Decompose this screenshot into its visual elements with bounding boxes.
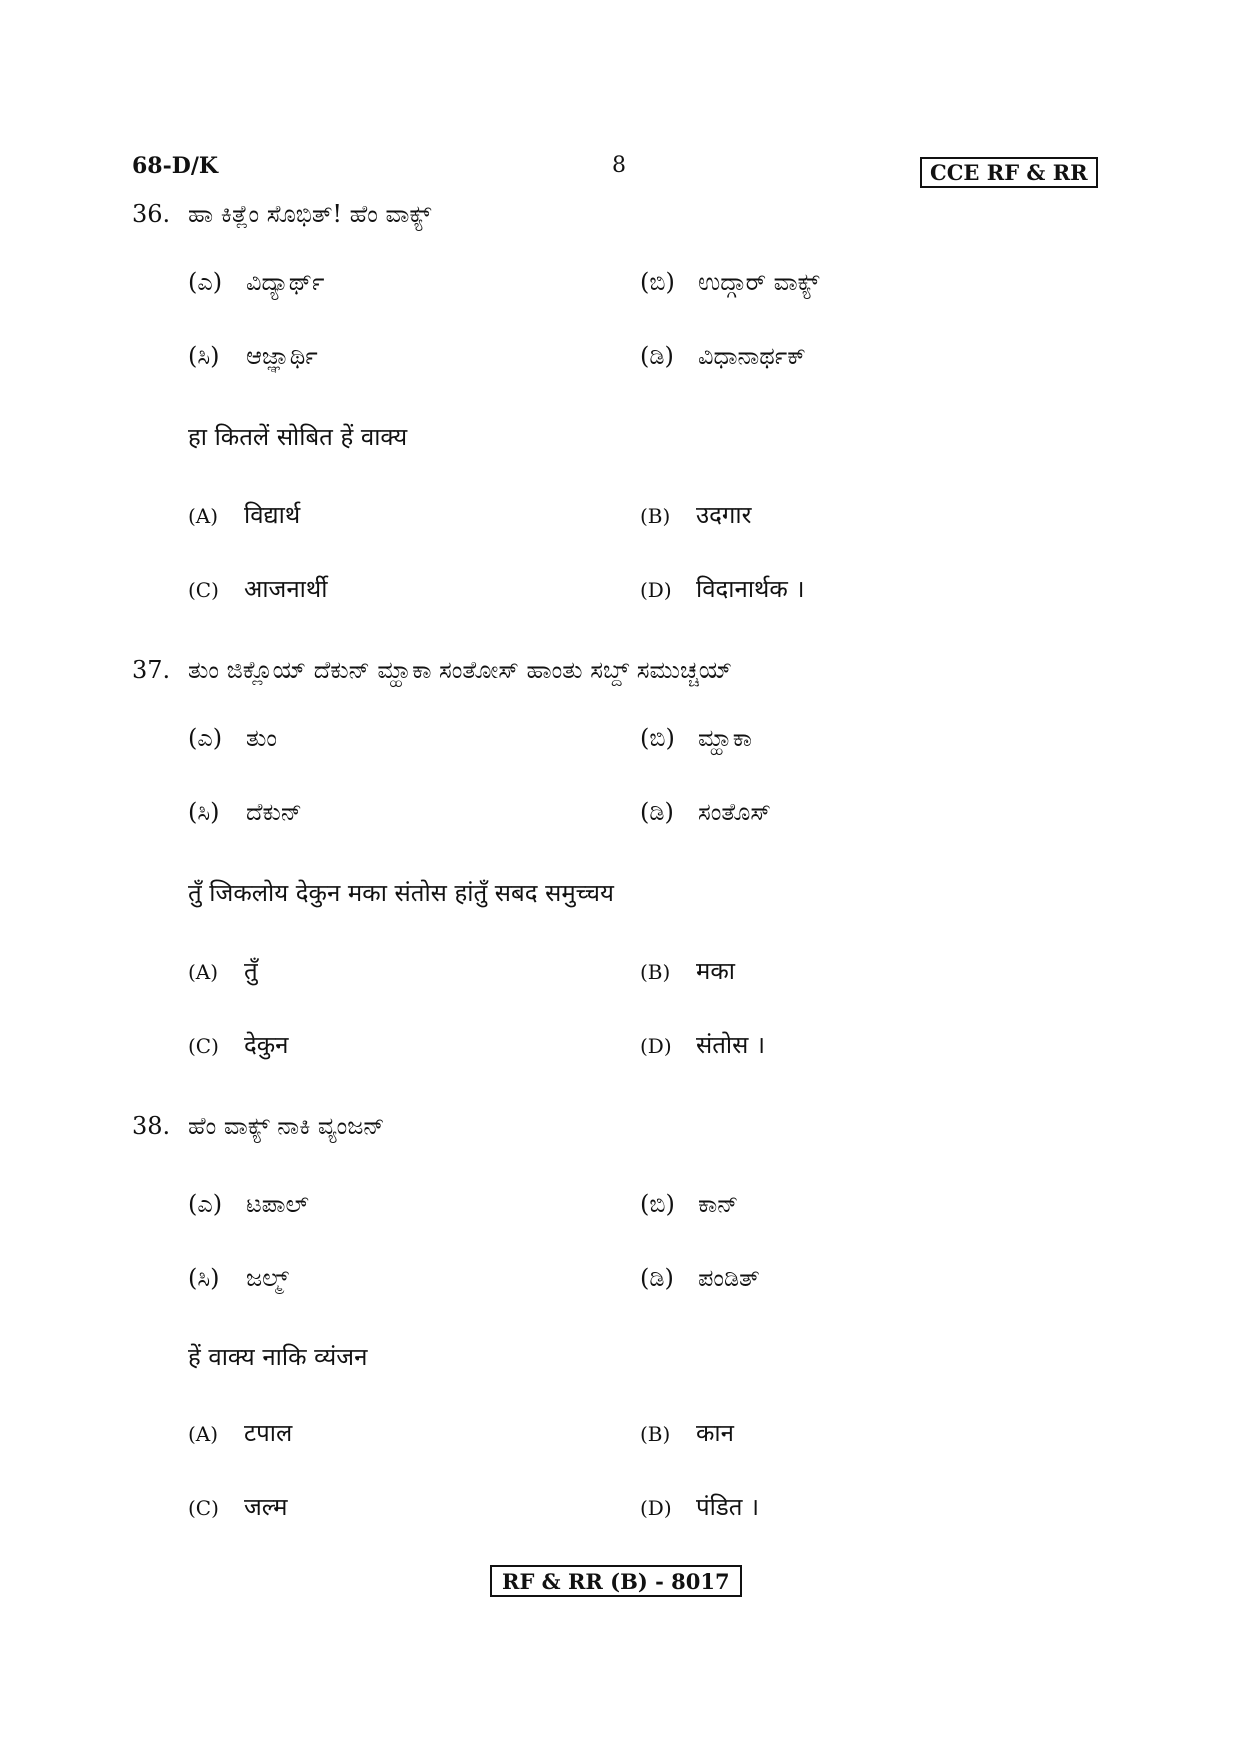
option-label: (ಬಿ) [640,268,675,296]
option-d-kannada [640,342,806,370]
option-text: जल्म [244,1493,288,1521]
option-label: (ಡಿ) [640,798,674,826]
option-d-devanagari [640,1490,759,1523]
option-text: कान [696,1419,734,1447]
option-label: (A) [188,1422,219,1446]
option-c-devanagari [188,1490,287,1523]
option-a-devanagari [188,1416,292,1449]
question-text-kannada: ತುಂ ಜಿಕ್ಲೊಯ್ ದೆಕುನ್ ಮ್ಹಾಕಾ ಸಂತೋಸ್ ಹಾಂತು ಸಬ್ದ್ ಸಮುಚ್ಚಯ್ [188,656,733,684]
option-text: देकुन [244,1031,289,1059]
option-label: (ಡಿ) [640,1264,674,1292]
option-a-kannada [188,724,277,752]
option-text: उदगार [696,501,752,529]
option-text: ವಿದ್ಯಾರ್ಥ್ [246,268,325,296]
option-text: संतोस । [696,1031,766,1059]
question-text-devanagari: हें वाक्य नाकि व्यंजन [188,1343,368,1371]
option-a-kannada [188,268,324,296]
option-text: विदानार्थक । [696,575,805,603]
option-text: ಕಾನ್ [698,1190,739,1218]
option-label: (C) [188,1496,219,1520]
option-label: (A) [188,504,219,528]
option-label: (A) [188,960,219,984]
option-b-kannada [640,724,752,752]
option-label: (ಬಿ) [640,724,675,752]
option-c-devanagari [188,1028,289,1061]
option-label: (D) [640,1496,672,1520]
option-text: ಪಂಡಿತ್ [698,1264,760,1292]
option-d-kannada [640,1264,760,1292]
question-text-devanagari: हा कितलें सोबित हें वाक्य [188,423,408,451]
option-text: ದೆಕುನ್ [246,798,303,826]
option-text: ಉದ್ಗಾರ್ ವಾಕ್ಯ್ [698,268,820,296]
option-c-devanagari [188,572,327,605]
option-label: (ಸಿ) [188,798,220,826]
option-label: (ಸಿ) [188,1264,220,1292]
option-text: टपाल [244,1419,293,1447]
option-text: ಜಲ್ಮ್ [246,1264,289,1292]
option-label: (ಸಿ) [188,342,220,370]
option-text: ಆಜ್ಞಾರ್ಥಿ [246,342,318,370]
option-label: (B) [640,1422,671,1446]
option-a-devanagari [188,498,300,531]
option-a-kannada [188,1190,309,1218]
option-label: (B) [640,960,671,984]
question-number: 37. [132,656,171,684]
option-text: विद्यार्थ [244,501,301,529]
option-c-kannada [188,798,302,826]
option-b-kannada [640,1190,738,1218]
paper-code: 68-D/K [132,153,218,179]
option-b-devanagari [640,954,735,987]
option-b-devanagari [640,498,751,531]
question-37 [132,656,732,684]
option-c-kannada [188,1264,289,1292]
option-b-kannada [640,268,819,296]
option-text: ಟಪಾಲ್ [246,1190,309,1218]
option-text: आजनार्थी [244,575,328,603]
question-text-kannada: ಹಾ ಕಿತ್ಲೆಂ ಸೊಭಿತ್! ಹೆಂ ವಾಕ್ಯ್ [188,200,432,228]
question-number: 36. [132,200,171,228]
option-d-devanagari [640,572,805,605]
question-36 [132,200,431,228]
option-text: ಸಂತೊಸ್ [698,798,771,826]
option-label: (D) [640,578,672,602]
option-text: तुँ [244,957,258,985]
option-a-devanagari [188,954,258,987]
footer-paper-code: RF & RR (B) - 8017 [490,1565,742,1597]
option-label: (ಎ) [188,268,223,296]
option-text: मका [696,957,735,985]
exam-board-box: CCE RF & RR [920,157,1098,188]
question-text-kannada: ಹೆಂ ವಾಕ್ಯ್ ನಾಕಿ ವ್ಯಂಜನ್ [188,1112,385,1140]
page-number: 8 [612,153,626,178]
option-c-kannada [188,342,318,370]
option-text: पंडित । [696,1493,760,1521]
option-label: (ಎ) [188,724,223,752]
option-text: ಮ್ಹಾಕಾ [698,724,752,752]
option-d-devanagari [640,1028,765,1061]
option-label: (B) [640,504,671,528]
option-b-devanagari [640,1416,734,1449]
option-label: (C) [188,1034,219,1058]
question-text-devanagari: तुँ जिकलोय देकुन मका संतोस हांतुँ सबद समुच्चय [188,879,614,907]
question-number: 38. [132,1112,171,1140]
option-d-kannada [640,798,771,826]
option-label: (ಎ) [188,1190,223,1218]
option-text: ತುಂ [246,724,277,752]
option-label: (C) [188,578,219,602]
option-text: ವಿಧಾನಾರ್ಥಕ್ [698,342,806,370]
question-38 [132,1112,385,1140]
option-label: (ಡಿ) [640,342,674,370]
option-label: (D) [640,1034,672,1058]
option-label: (ಬಿ) [640,1190,675,1218]
